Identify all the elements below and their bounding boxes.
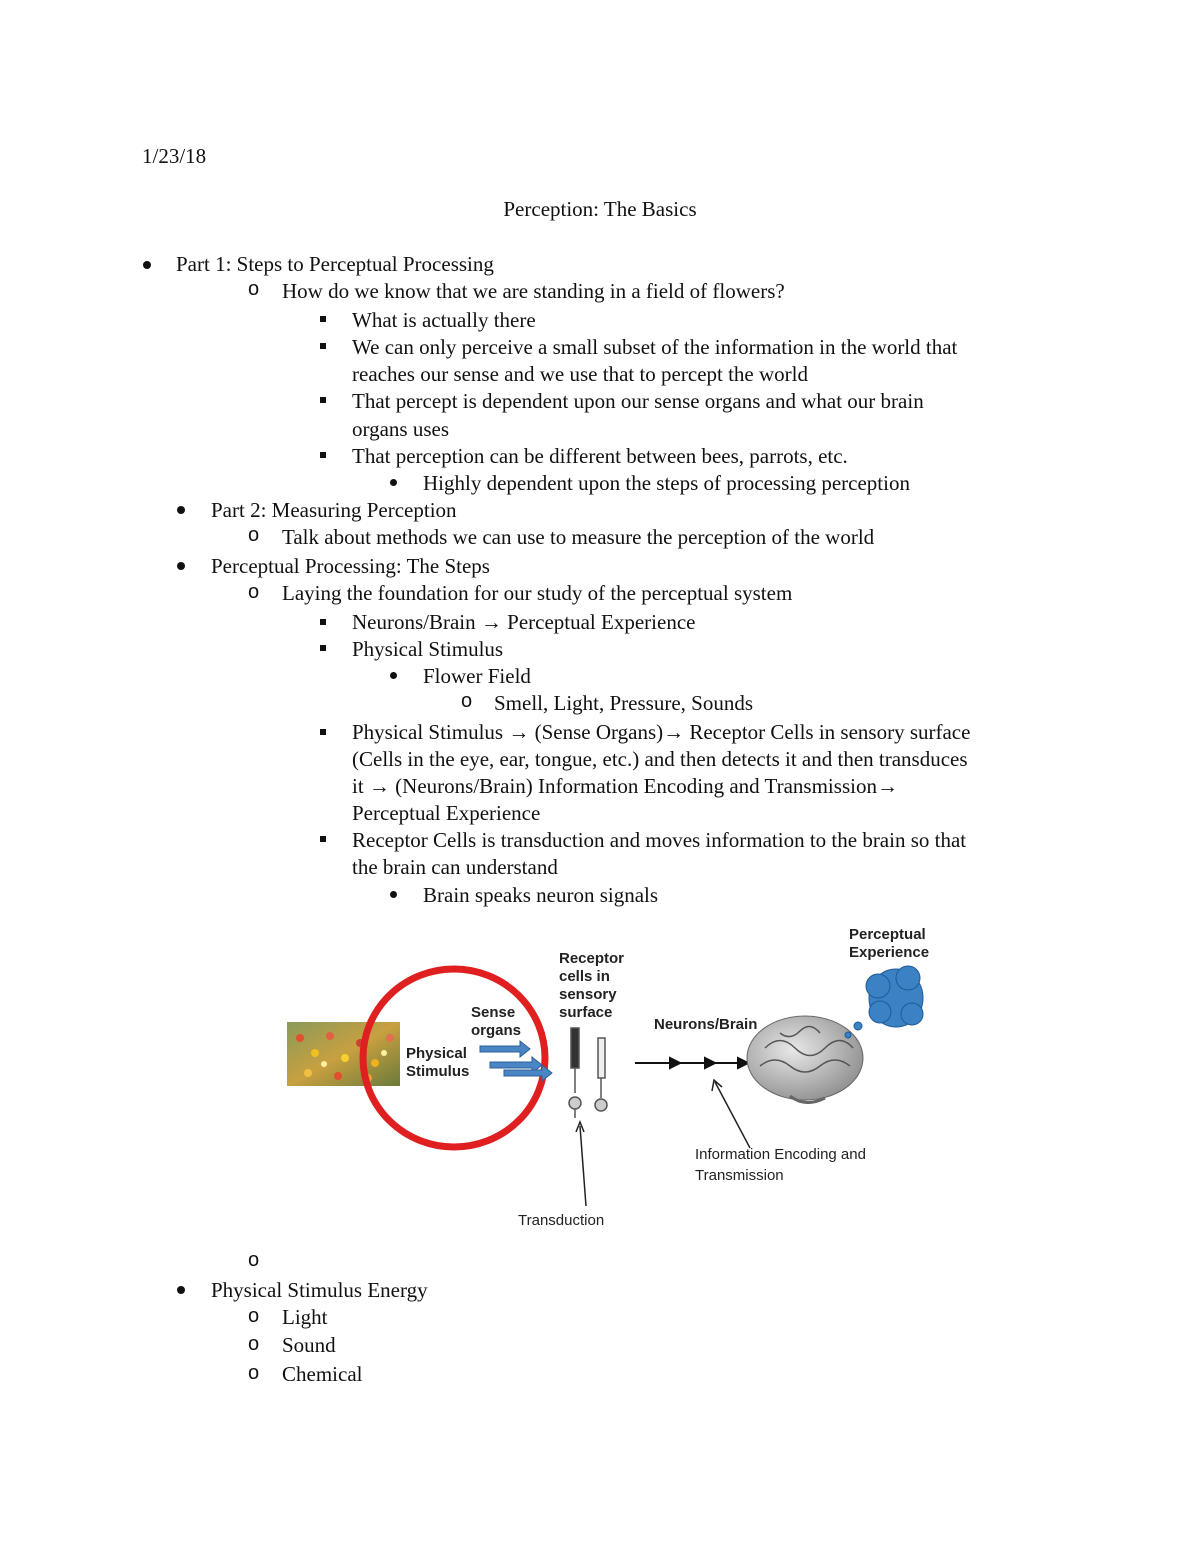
bullet-circle: o [248,581,260,603]
part2-heading: Part 2: Measuring Perception [211,498,457,522]
bullet-square [320,619,326,625]
perception-diagram [280,918,960,1238]
bullet-circle: o [461,690,473,712]
list-item: (Cells in the eye, ear, tongue, etc.) and then detects it and then transduces [352,747,968,771]
bullet-dot [390,672,397,679]
bullet-circle: o [248,1333,260,1355]
encoding-pointer [715,1082,750,1148]
list-item: Laying the foundation for our study of the perceptual system [282,581,793,605]
neurons-brain-label: Neurons/Brain [654,1016,758,1033]
sense-organs-label: Sense organs [471,1004,522,1039]
receptor-cells [569,1028,607,1118]
list-item: Light [282,1305,328,1329]
bullet-square [320,729,326,735]
list-item: Receptor Cells is transduction and moves information to the brain so that [352,828,967,852]
receptor-cells-label: Receptor cells in sensory surface [559,950,625,1021]
list-item: Chemical [282,1362,363,1386]
list-item: organs uses [352,417,450,441]
bullet-square [320,645,326,651]
encoding-label: Information Encoding and Transmission [695,1146,866,1184]
bullet-square [320,452,326,458]
page-title: Perception: The Basics [503,197,697,221]
bullet-dot [143,261,151,269]
date: 1/23/18 [142,144,207,168]
thought-cloud [845,966,923,1038]
list-item: it → (Neurons/Brain) Information Encoding and Transmission→ [352,774,898,798]
brain-image [747,1016,863,1103]
question-line: How do we know that we are standing in a field of flowers? [282,279,785,303]
transduction-pointer [580,1126,586,1206]
perceptual-experience-label: Perceptual Experience [849,926,930,961]
bullet-dot [177,506,185,514]
list-item: Sound [282,1333,336,1357]
list-item: What is actually there [352,308,536,332]
list-item: Talk about methods we can use to measure the perception of the world [282,525,875,549]
list-item: Highly dependent upon the steps of processing perception [423,471,910,495]
bullet-square [320,397,326,403]
bullet-circle: o [248,524,260,546]
list-item: Flower Field [423,664,531,688]
bullet-circle: o [248,1305,260,1327]
bullet-dot [177,562,185,570]
bullet-circle: o [248,278,260,300]
bullet-circle: o [248,1362,260,1384]
list-item: We can only perceive a small subset of the information in the world that [352,335,958,359]
bullet-square [320,343,326,349]
neuron-arrow [635,1058,748,1068]
bullet-dot [390,891,397,898]
list-item: Neurons/Brain → Perceptual Experience [352,610,696,634]
section-heading: Perceptual Processing: The Steps [211,554,490,578]
list-item: the brain can understand [352,855,558,879]
list-item: reaches our sense and we use that to percept the world [352,362,808,386]
bullet-square [320,836,326,842]
bullet-square [320,316,326,322]
list-item: Brain speaks neuron signals [423,883,659,907]
list-item: That perception can be different between bees, parrots, etc. [352,444,848,468]
flower-field-image [287,1022,400,1086]
section-heading: Physical Stimulus Energy [211,1278,428,1302]
bullet-circle: o [248,1249,260,1271]
list-item: Physical Stimulus → (Sense Organs)→ Receptor Cells in sensory surface [352,720,971,744]
list-item: Perceptual Experience [352,801,541,825]
list-item: Smell, Light, Pressure, Sounds [494,691,754,715]
bullet-dot [177,1286,185,1294]
bullet-dot [390,479,397,486]
part1-heading: Part 1: Steps to Perceptual Processing [176,252,494,276]
list-item: Physical Stimulus [352,637,504,661]
list-item: That percept is dependent upon our sense organs and what our brain [352,389,924,413]
transduction-label: Transduction [518,1212,605,1229]
physical-stimulus-label: Physical Stimulus [406,1045,470,1080]
